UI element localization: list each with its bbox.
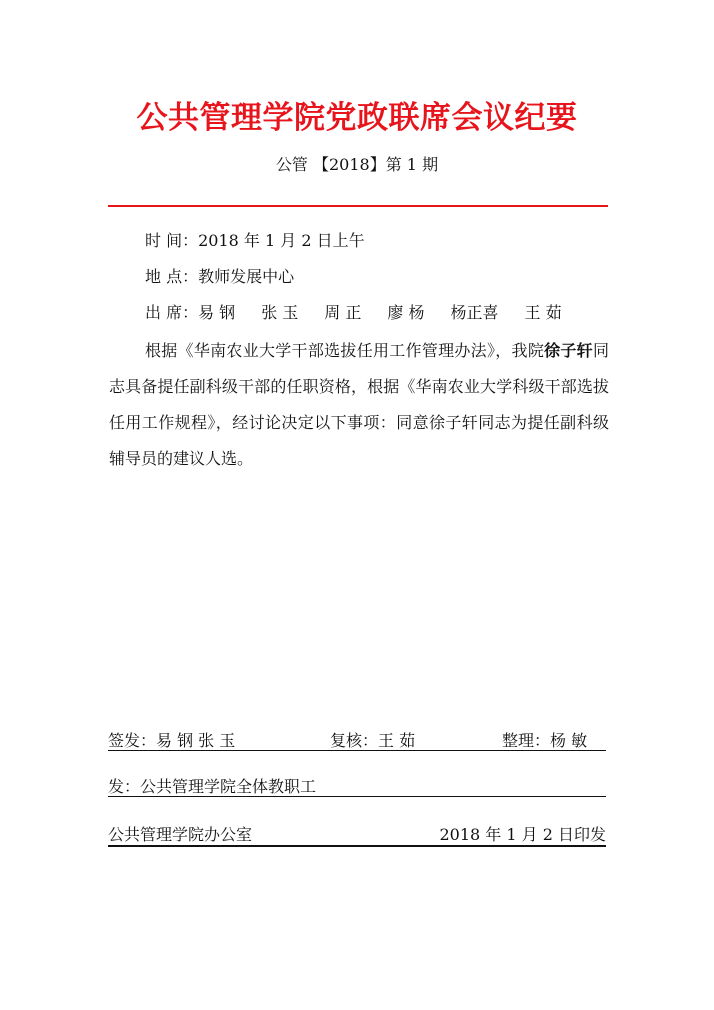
attendee: 易 钢 [198,303,236,322]
distribution-row [108,774,606,797]
meeting-place [145,264,294,287]
place-label: 地 点： [145,267,199,286]
time-value: 2018 年 1 月 2 日上午 [198,231,365,250]
paragraph-part-2: 同志具备提任副科级干部的任职资格，根据《华南农业大学科级干部选拔任用工作规程》，经讨论决定以下事项：同意徐子轩同志为提任副科级辅导员的建议人选。 [109,341,609,468]
document-title: 公共管理学院党政联席会议纪要 [136,100,578,136]
sign-label: 签发：易 钢 张 玉 [108,731,236,750]
meeting-time [145,228,365,251]
red-divider-line [108,205,608,207]
meeting-attendees [145,300,562,323]
bottom-divider-line [108,845,606,847]
place-value: 教师发展中心 [198,267,295,286]
editor-label: 整理：杨 敏 [502,731,588,750]
paragraph-part-1: 根据《华南农业大学干部选拔任用工作管理办法》，我院 [145,341,545,360]
office-row [108,822,606,844]
distribute-label: 发：公共管理学院全体教职工 [108,777,317,796]
attendee: 周 正 [324,303,362,322]
meeting-decision-paragraph [109,333,609,477]
attendee: 廖 杨 [387,303,425,322]
attendee: 杨正喜 [450,303,499,322]
print-date: 2018 年 1 月 2 日印发 [439,825,606,844]
signature-row [108,728,606,751]
office-name: 公共管理学院办公室 [108,825,253,844]
time-label: 时 间： [145,231,199,250]
candidate-name: 徐子轩 [544,341,593,360]
document-number: 公管 【2018】第 1 期 [275,155,439,174]
attendees-label: 出 席： [145,303,199,322]
attendee: 张 玉 [261,303,299,322]
review-label: 复核：王 茹 [330,731,416,750]
attendee: 王 茹 [524,303,562,322]
